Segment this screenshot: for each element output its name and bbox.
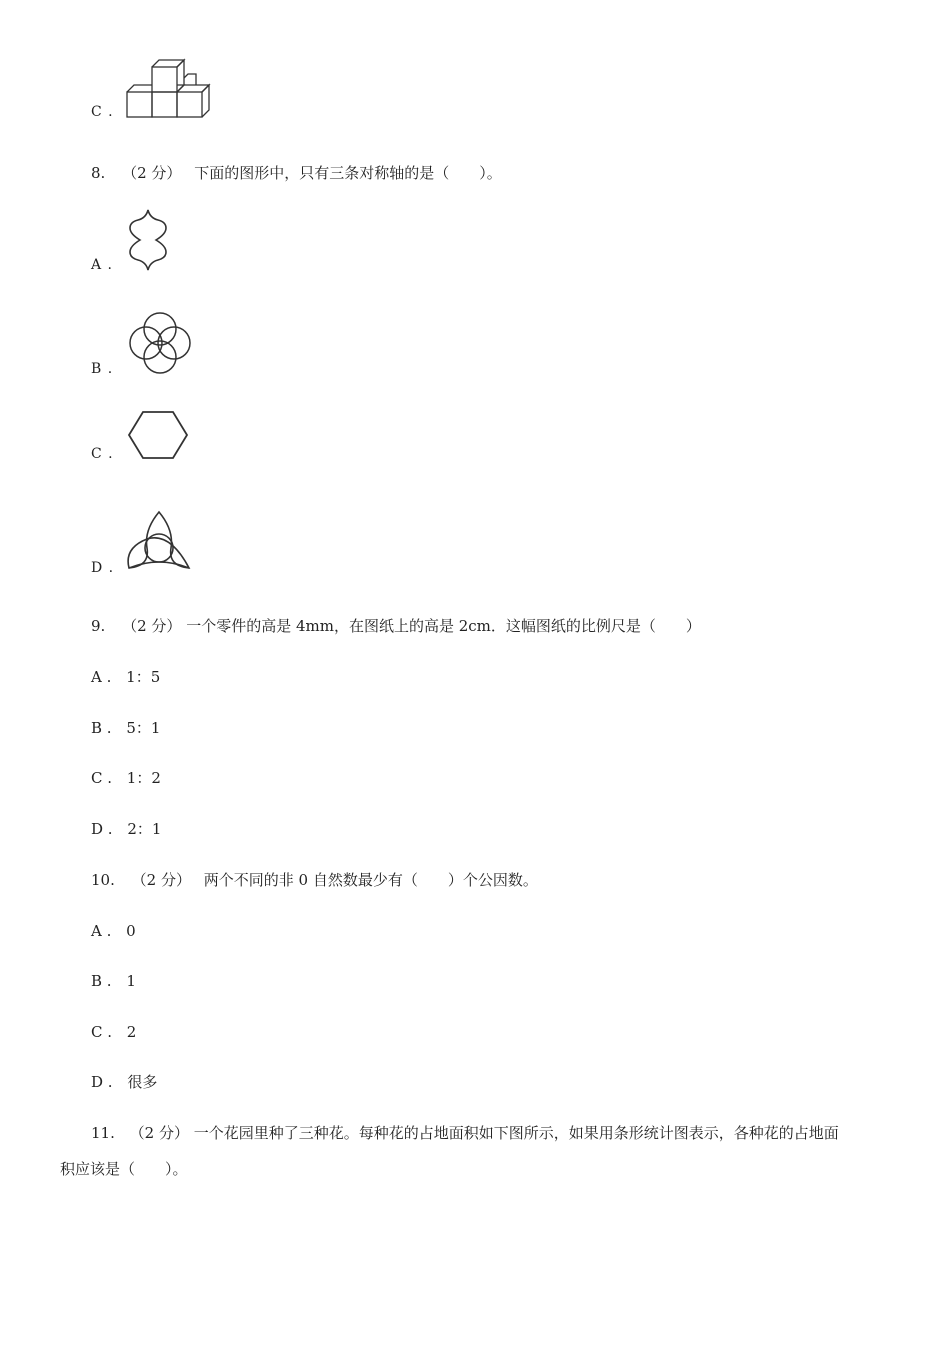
q10-option-c-label: C . [91,1023,113,1041]
q11-points: （2 分） [129,1124,189,1142]
q8-option-c-figure [126,408,190,462]
hexagon-icon [126,408,190,462]
q11-text-line1: 一个花园里种了三种花。每种花的占地面积如下图所示，如果用条形统计图表示，各种花的占地面 [193,1124,839,1142]
q9-option-a-label: A . [91,668,112,686]
q8-text: 下面的图形中，只有三条对称轴的是（ ）。 [194,164,502,182]
q10-text: 两个不同的非 0 自然数最少有（ ）个公因数。 [203,871,538,889]
q9-option-b[interactable] [91,718,160,738]
q9-option-b-label: B . [91,719,112,737]
q10-option-d-label: D . [91,1073,113,1091]
q9-points: （2 分） [122,617,182,635]
q9-option-d-value: 2：1 [127,820,162,838]
q10-option-a-label: A . [91,922,112,940]
q8-option-c-label[interactable]: C . [91,446,114,462]
curved-double-lobe-shape-icon [126,208,170,272]
q10-option-c[interactable] [91,1022,136,1042]
four-circles-flower-icon [126,310,194,376]
q7-option-c-label: C . [91,104,114,120]
q9-option-c[interactable] [91,768,161,788]
q10-points: （2 分） [131,871,191,889]
q10-option-d-value: 很多 [127,1073,158,1091]
q9-text: 一个零件的高是 4mm，在图纸上的高是 2cm．这幅图纸的比例尺是（ ） [186,617,701,635]
q10-question [91,870,538,890]
triquetra-icon [124,508,194,574]
q8-option-a-label[interactable]: A . [91,257,114,273]
q8-option-d-label[interactable]: D . [91,560,115,576]
q10-option-c-value: 2 [126,1023,137,1041]
q11-text-line2: 积应该是（ ）。 [60,1160,188,1178]
q10-option-b-value: 1 [126,972,136,990]
q10-option-a[interactable] [91,921,136,941]
q8-number: 8. [91,164,106,182]
q10-option-a-value: 0 [126,922,136,940]
q9-option-a[interactable] [91,667,160,687]
q9-option-a-value: 1：5 [126,668,161,686]
q8-points: （2 分） [122,164,182,182]
q9-option-d-label: D . [91,820,113,838]
q9-option-c-label: C . [91,769,113,787]
q9-option-d[interactable] [91,819,161,839]
q10-option-b-label: B . [91,972,112,990]
q8-question [91,163,502,183]
q8-option-b-label[interactable]: B . [91,361,114,377]
q8-option-a-figure [126,208,170,272]
q10-number: 10. [91,871,115,889]
q8-option-b-figure [126,310,194,376]
q11-question-line2 [60,1159,188,1179]
q8-option-d-figure [124,508,194,574]
q10-option-b[interactable] [91,971,136,991]
q9-option-c-value: 1：2 [126,769,161,787]
q7-option-c-figure [124,56,216,120]
q10-option-d[interactable] [91,1072,157,1092]
q9-option-b-value: 5：1 [126,719,161,737]
q11-question-line1 [91,1123,839,1143]
q9-question [91,616,701,636]
stacked-cubes-icon [124,56,216,120]
q9-number: 9. [91,617,106,635]
q11-number: 11. [91,1124,115,1142]
